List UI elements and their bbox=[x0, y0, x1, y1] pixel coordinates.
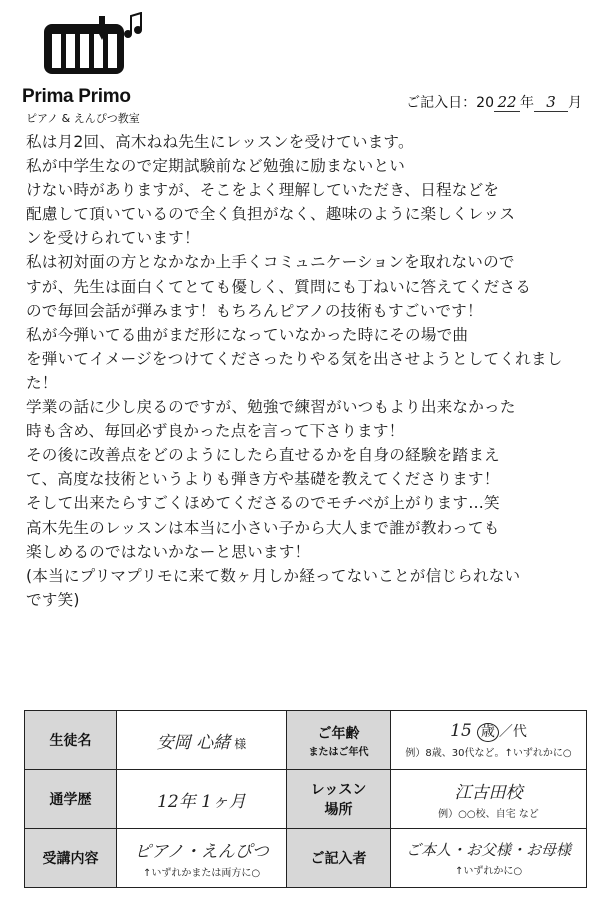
letter-line: 私が今弾いてる曲がまだ形になっていなかった時にその場で曲 bbox=[26, 325, 469, 344]
date-prefix: ご記入日：20 bbox=[406, 95, 494, 111]
letter-line: 私が中学生なので定期試験前など勉強に励まないとい bbox=[26, 157, 406, 176]
date-year-label: 年 bbox=[520, 95, 534, 111]
history-value: 12年 1ヶ月 bbox=[157, 791, 246, 812]
course-label: 受講内容 bbox=[25, 829, 117, 888]
letter-line: を弾いてイメージをつけてくださったりやる気を出させようとしてくれまし bbox=[26, 349, 563, 368]
honorific: 様 bbox=[234, 736, 247, 751]
letter-line: その後に改善点をどのようにしたら直せるかを自身の経験を踏まえ bbox=[26, 446, 500, 465]
music-note-icon bbox=[124, 13, 142, 38]
letter-line: ンを受けられています！ bbox=[26, 229, 200, 248]
date-year: 22 bbox=[494, 93, 520, 112]
letter-line: 楽しめるのではないかなーと思います！ bbox=[26, 542, 311, 561]
letter-line: けない時がありますが、そこをよく理解していただき、日程などを bbox=[26, 181, 500, 200]
logo bbox=[20, 12, 170, 125]
letter-line: 高木先生のレッスンは本当に小さい子から大人まで誰が教わっても bbox=[26, 518, 500, 537]
form-row-history bbox=[25, 770, 587, 829]
age-cell bbox=[391, 711, 587, 770]
piano-keys-icon bbox=[42, 12, 142, 80]
date-month: 3 bbox=[534, 93, 568, 112]
course-cell bbox=[117, 829, 287, 888]
brand-name: Prima Primo bbox=[22, 86, 131, 107]
entry-date bbox=[406, 92, 582, 112]
age-label bbox=[287, 711, 391, 770]
letter-line: 私は初対面の方となかなか上手くコミュニケーションを取れないので bbox=[26, 253, 515, 272]
form-row-name bbox=[25, 711, 587, 770]
writer-label: ご記入者 bbox=[287, 829, 391, 888]
age-value: 15 bbox=[450, 721, 472, 741]
age-hint: 例）8歳、30代など。↑いずれかに○ bbox=[405, 748, 572, 759]
place-cell bbox=[391, 770, 587, 829]
course-hint: ↑いずれかまたは両方に○ bbox=[142, 868, 261, 879]
letter-line: (本当にプリマプリモに来て数ヶ月しか経ってないことが信じられない bbox=[26, 566, 521, 585]
place-label-2: 場所 bbox=[324, 802, 353, 818]
letter-line: 学業の話に少し戻るのですが、勉強で練習がいつもより出来なかった bbox=[26, 398, 516, 417]
course-value: ピアノ・えんぴつ bbox=[134, 842, 269, 862]
letter-line: 配慮して頂いているので全く負担がなく、趣味のように楽しくレッス bbox=[26, 205, 516, 224]
letter-line: ので毎回会話が弾みます！もちろんピアノの技術もすごいです！ bbox=[26, 301, 483, 320]
student-name-cell bbox=[117, 711, 287, 770]
age-label-main: ご年齢 bbox=[317, 725, 360, 742]
writer-cell bbox=[391, 829, 587, 888]
place-label bbox=[287, 770, 391, 829]
brand-subtitle: ピアノ & えんぴつ教室 bbox=[26, 112, 140, 125]
history-label: 通学歴 bbox=[25, 770, 117, 829]
date-month-label: 月 bbox=[568, 95, 582, 111]
history-cell bbox=[117, 770, 287, 829]
place-label-1: レッスン bbox=[310, 782, 367, 798]
place-value: 江古田校 bbox=[454, 783, 523, 803]
letter-line: そして出来たらすごくほめてくださるのでモチベが上がります…笑 bbox=[26, 494, 500, 513]
writer-value: ご本人・お父様・お母様 bbox=[405, 841, 571, 859]
letter-line: 時も含め、毎回必ず良かった点を言って下さります！ bbox=[26, 422, 405, 441]
testimonial-text bbox=[26, 130, 588, 612]
form-row-course bbox=[25, 829, 587, 888]
info-form bbox=[24, 710, 587, 888]
letter-line: た！ bbox=[26, 373, 58, 392]
age-unit-rest: ／代 bbox=[498, 724, 527, 740]
student-name-value: 安岡 心緒 bbox=[156, 732, 231, 753]
letter-line: です笑) bbox=[26, 590, 80, 609]
letter-line: 私は月2回、高木ねね先生にレッスンを受けています。 bbox=[26, 133, 414, 151]
student-name-label: 生徒名 bbox=[25, 711, 117, 770]
letter-line: て、高度な技術というよりも弾き方や基礎を教えてくださります！ bbox=[26, 470, 500, 489]
place-hint: 例）○○校、自宅 など bbox=[438, 809, 539, 820]
age-unit-circled: 歳 bbox=[477, 723, 499, 742]
writer-hint: ↑いずれかに○ bbox=[454, 866, 523, 877]
letter-line: すが、先生は面白くてとても優しく、質問にも丁ねいに答えてくださる bbox=[26, 277, 532, 296]
age-label-sub: またはご年代 bbox=[308, 746, 369, 758]
